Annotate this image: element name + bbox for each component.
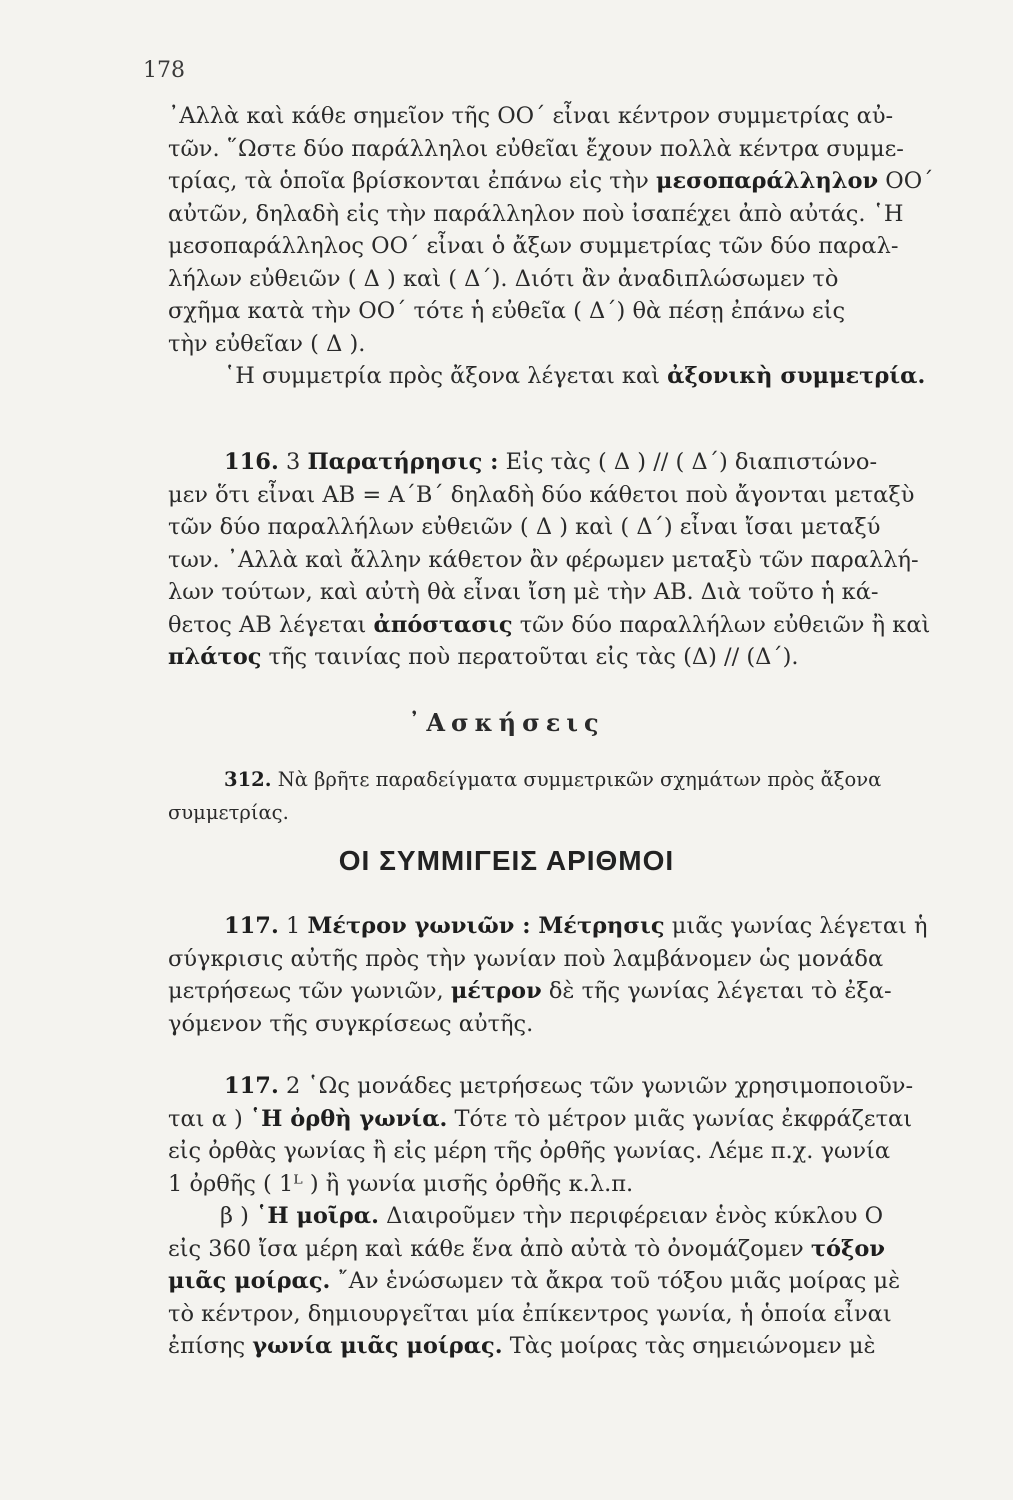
text-line: σχῆμα κατὰ τὴν ΟΟ΄ τότε ἡ εὐθεῖα ( Δ΄) θὰ πέσῃ ἐπάνω εἰς — [168, 298, 846, 324]
section-number: 116. — [224, 449, 279, 475]
text-line: τρίας, τὰ ὁποῖα βρίσκονται ἐπάνω εἰς τὴν μεσοπαράλληλον ΟΟ΄ — [168, 168, 934, 194]
section-116-3 — [168, 446, 950, 674]
text-line: 1 ὀρθῆς ( 1ᴸ ) ἢ γωνία μισῆς ὀρθῆς κ.λ.π. — [168, 1170, 634, 1197]
term-metron: μέτρον — [450, 978, 542, 1004]
text-line: μιᾶς μοίρας. ῎Αν ἑνώσωμεν τὰ ἄκρα τοῦ τόξου μιᾶς μοίρας μὲ — [168, 1268, 901, 1294]
text-line: τῶν. ῞Ωστε δύο παράλληλοι εὐθεῖαι ἔχουν πολλὰ κέντρα συμμε- — [168, 135, 904, 162]
text-line: τὸ κέντρον, δημιουργεῖται μία ἐπίκεντρος γωνία, ἡ ὁποία εἶναι — [168, 1300, 892, 1327]
term-gonia-mias-moiras: γωνία μιᾶς μοίρας. — [252, 1333, 503, 1359]
text-line: ται α ) ῾Η ὀρθὴ γωνία. Τότε τὸ μέτρον μιᾶς γωνίας ἐκφράζεται — [168, 1105, 913, 1132]
text-line: εἰς ὀρθὰς γωνίας ἢ εἰς μέρη τῆς ὀρθῆς γωνίας. Λέμε π.χ. γωνία — [168, 1138, 891, 1164]
section-title: Παρατήρησις : — [307, 449, 499, 475]
text-line: μεσοπαράλληλος ΟΟ΄ εἶναι ὁ ἄξων συμμετρίας τῶν δύο παραλ- — [168, 233, 899, 259]
page-number: 178 — [143, 58, 185, 83]
section-number: 117. — [224, 1073, 279, 1099]
text-line: 117. 1 Μέτρον γωνιῶν : Μέτρησις μιᾶς γωνίας λέγεται ἡ — [224, 913, 928, 939]
term-axial-symmetry: ἀξονικὴ συμμετρία. — [667, 363, 926, 389]
text-line: αὐτῶν, δηλαδὴ εἰς τὴν παράλληλον ποὺ ἰσαπέχει ἀπὸ αὐτάς. ῾Η — [168, 200, 904, 227]
text-line: γόμενον τῆς συγκρίσεως αὐτῆς. — [168, 1010, 534, 1037]
text-line: σύγκρισις αὐτῆς πρὸς τὴν γωνίαν ποὺ λαμβάνομεν ὡς μονάδα — [168, 945, 884, 972]
section-number: 117. — [224, 913, 279, 939]
exercise-number: 312. — [224, 768, 272, 791]
text-line: τῶν δύο παραλλήλων εὐθειῶν ( Δ ) καὶ ( Δ΄) εἶναι ἴσαι μεταξύ — [168, 514, 881, 540]
text-line: πλάτος τῆς ταινίας ποὺ περατοῦται εἰς τὰς (Δ) // (Δ΄). — [168, 644, 799, 670]
term-metrisis: Μέτρησις — [530, 913, 665, 939]
text-line: λων τούτων, καὶ αὐτὴ θὰ εἶναι ἴση μὲ τὴν ΑΒ. Διὰ τοῦτο ἡ κά- — [168, 579, 879, 605]
text-line: θετος ΑΒ λέγεται ἀπόστασις τῶν δύο παραλλήλων εὐθειῶν ἢ καὶ — [168, 611, 931, 638]
text-line: ᾿Αλλὰ καὶ κάθε σημεῖον τῆς ΟΟ΄ εἶναι κέντρον συμμετρίας αὐ- — [168, 103, 894, 129]
term-apostasis: ἀπόστασις — [373, 611, 513, 638]
exercises-heading: ᾿Ασκήσεις — [408, 708, 605, 737]
text-line: β ) ῾Η μοῖρα. Διαιροῦμεν τὴν περιφέρειαν ἑνὸς κύκλου Ο — [220, 1203, 884, 1229]
section-117-2 — [168, 1070, 950, 1363]
term-mesoparallilon: μεσοπαράλληλον — [655, 168, 879, 194]
term-mias-moiras: μιᾶς μοίρας. — [168, 1268, 331, 1294]
exercise-312 — [168, 764, 950, 829]
text-line: ῾Η συμμετρία πρὸς ἄξονα λέγεται καὶ ἀξονικὴ συμμετρία. — [224, 363, 926, 389]
text-line: ἐπίσης γωνία μιᾶς μοίρας. Τὰς μοίρας τὰς σημειώνομεν μὲ — [168, 1333, 876, 1359]
text-line: των. ᾿Αλλὰ καὶ ἄλλην κάθετον ἂν φέρωμεν μεταξὺ τῶν παραλλή- — [168, 546, 919, 573]
term-moira: ῾Η μοῖρα. — [256, 1203, 379, 1229]
section-title: Μέτρον γωνιῶν : — [307, 913, 531, 939]
text-line: 116. 3 Παρατήρησις : Εἰς τὰς ( Δ ) // ( Δ΄) διαπιστώνο- — [224, 449, 878, 475]
term-platos: πλάτος — [168, 644, 262, 670]
term-toxon: τόξον — [810, 1235, 885, 1262]
text-line: εἰς 360 ἴσα μέρη καὶ κάθε ἕνα ἀπὸ αὐτὰ τὸ ὀνομάζομεν τόξον — [168, 1235, 885, 1262]
section-117-1 — [168, 910, 950, 1040]
text-line: 117. 2 ῾Ως μονάδες μετρήσεως τῶν γωνιῶν χρησιμοποιοῦν- — [224, 1073, 914, 1099]
chapter-title: ΟΙ ΣΥΜΜΙΓΕΙΣ ΑΡΙΘΜΟΙ — [338, 845, 675, 876]
text-line: τὴν εὐθεῖαν ( Δ ). — [168, 330, 366, 357]
text-line: 312. Νὰ βρῆτε παραδείγματα συμμετρικῶν σχημάτων πρὸς ἄξονα — [224, 768, 882, 791]
term-right-angle: ῾Η ὀρθὴ γωνία. — [249, 1105, 448, 1132]
text-line: μεν ὅτι εἶναι ΑΒ = Α΄Β΄ δηλαδὴ δύο κάθετοι ποὺ ἄγονται μεταξὺ — [168, 481, 915, 508]
paragraph-symmetry-centers — [168, 100, 950, 393]
text-line: λήλων εὐθειῶν ( Δ ) καὶ ( Δ΄). Διότι ἂν ἀναδιπλώσωμεν τὸ — [168, 265, 839, 292]
text-line: μετρήσεως τῶν γωνιῶν, μέτρον δὲ τῆς γωνίας λέγεται τὸ ἐξα- — [168, 978, 892, 1004]
text-line: συμμετρίας. — [168, 800, 289, 824]
